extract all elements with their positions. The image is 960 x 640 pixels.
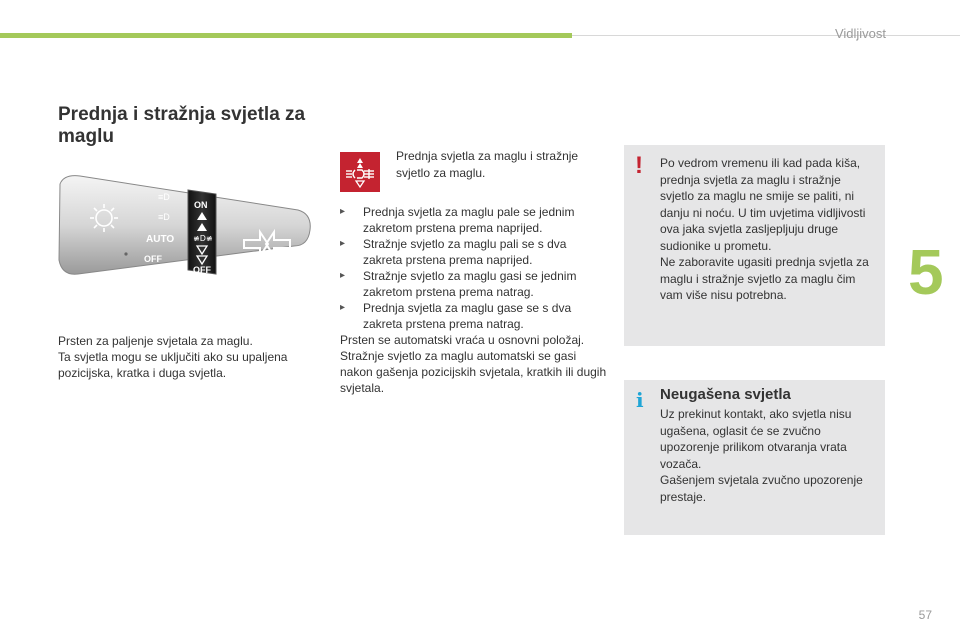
warning-paragraph-2: Ne zaboravite ugasiti prednja svjetla za maglu i stražnje svjetlo za maglu čim vam više nisu potrebna. (660, 255, 869, 302)
step-text: Stražnje svjetlo za maglu gasi se jednim zakretom prstena prema natrag. (363, 269, 577, 299)
section-label: Vidljivost (834, 26, 886, 41)
ring-label-off: OFF (193, 265, 211, 275)
ring-label-on: ON (194, 200, 208, 210)
stalk-caption-line1: Prsten za paljenje svjetala za maglu. (58, 334, 253, 348)
stalk-label-auto: AUTO (146, 234, 175, 245)
info-text (660, 406, 878, 505)
dipped-beam-icon: ≡D (158, 212, 170, 222)
header-accent-bar (0, 33, 572, 38)
list-item (340, 236, 608, 268)
step-text: Prednja svjetla za maglu pale se jednim zakretom prstena prema naprijed. (363, 205, 575, 235)
bullet-arrow-icon: ▸ (340, 270, 346, 281)
page-number: 57 (918, 608, 932, 622)
info-title: Neugašena svjetla (660, 386, 791, 403)
warning-text (660, 155, 878, 304)
bullet-arrow-icon: ▸ (340, 206, 346, 217)
list-item (340, 204, 608, 236)
fog-light-icon (340, 152, 380, 192)
stalk-caption-line2: Ta svjetla mogu se uključiti ako su upaljena pozicijska, kratka i duga svjetla. (58, 350, 288, 380)
warning-paragraph-1: Po vedrom vremenu ili kad pada kiša, prednja svjetla za maglu i stražnje svjetlo za maglu ne smije se paliti, ni danju ni noću. U tim uvjetima vidljivosti ova jaka svjetla zasljepljuju druge sudionike u prometu. (660, 156, 866, 253)
warning-exclamation-icon: ! (635, 152, 643, 179)
step-text: Prednja svjetla za maglu gase se s dva zakreta prstena prema natrag. (363, 301, 572, 331)
side-light-icon: ≡D (158, 192, 170, 202)
list-item (340, 268, 608, 300)
info-paragraph-2: Gašenjem svjetala zvučno upozorenje prestaje. (660, 473, 863, 504)
bullet-arrow-icon: ▸ (340, 302, 346, 313)
stalk-label-off-outer: OFF (144, 254, 162, 264)
list-item (340, 300, 608, 332)
light-stalk-illustration (54, 170, 316, 278)
stalk-dot (124, 252, 127, 255)
bullet-arrow-icon: ▸ (340, 238, 346, 249)
info-paragraph-1: Uz prekinut kontakt, ako svjetla nisu ugašena, oglasit će se zvučno upozorenje prilikom otvaranja vrata vozača. (660, 407, 852, 471)
header-rule (572, 35, 960, 36)
page-title: Prednja i stražnja svjetla za maglu (58, 104, 306, 147)
fog-icon-caption: Prednja svjetla za maglu i stražnje svjetlo za maglu. (396, 149, 579, 180)
chapter-number: 5 (908, 236, 944, 308)
auto-return-text: Prsten se automatski vraća u osnovni položaj. Stražnje svjetlo za maglu automatski se gasi nakon gašenja pozicijskih svjetala, kratkih ili dugih svjetala. (340, 333, 607, 395)
ring-fog-symbol-icon: ≢D≢ (193, 234, 213, 243)
step-text: Stražnje svjetlo za maglu pali se s dva zakreta prstena prema naprijed. (363, 237, 567, 267)
info-icon: i (636, 388, 644, 412)
stalk-caption (58, 333, 318, 381)
fog-light-steps (340, 204, 608, 332)
